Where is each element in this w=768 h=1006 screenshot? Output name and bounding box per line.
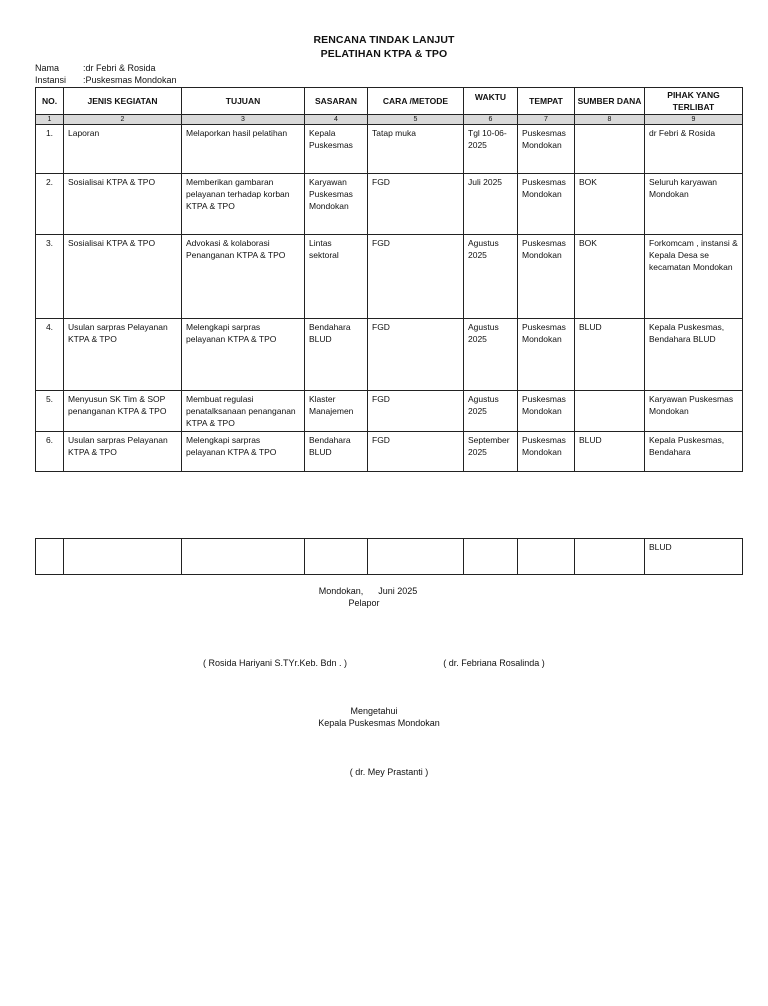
col-number: 3 xyxy=(182,115,305,125)
cell-dana: BOK xyxy=(575,174,645,235)
table-row xyxy=(36,235,743,319)
cell-no: 1. xyxy=(36,125,64,174)
cell-pihak: Kepala Puskesmas, Bendahara BLUD xyxy=(645,319,743,391)
cell-pihak: Karyawan Puskesmas Mondokan xyxy=(645,391,743,432)
signer-left: ( Rosida Hariyani S.TYr.Keb. Bdn . ) xyxy=(202,658,348,668)
table-row xyxy=(36,174,743,235)
nama-value: :dr Febri & Rosida xyxy=(83,63,156,73)
cell-tujuan: Advokasi & kolaborasi Penanganan KTPA & TPO xyxy=(182,235,305,319)
cell-empty xyxy=(36,539,64,575)
col-number: 5 xyxy=(368,115,464,125)
instansi-label: Instansi xyxy=(35,75,67,85)
table-row xyxy=(36,432,743,472)
table-row xyxy=(36,391,743,432)
cell-pihak: BLUD xyxy=(645,539,743,575)
table-row xyxy=(36,539,743,575)
cell-waktu: Tgl 10-06-2025 xyxy=(464,125,518,174)
cell-sasaran: Kepala Puskesmas xyxy=(305,125,368,174)
cell-pihak: Kepala Puskesmas, Bendahara xyxy=(645,432,743,472)
cell-dana: BOK xyxy=(575,235,645,319)
cell-tempat: Puskesmas Mondokan xyxy=(518,391,575,432)
document-title-line1: RENCANA TINDAK LANJUT xyxy=(313,34,455,46)
cell-no: 4. xyxy=(36,319,64,391)
col-number: 1 xyxy=(36,115,64,125)
cell-pihak: Forkomcam , instansi & Kepala Desa se kecamatan Mondokan xyxy=(645,235,743,319)
cell-empty xyxy=(518,539,575,575)
nama-label: Nama xyxy=(35,63,60,73)
cell-jenis: Usulan sarpras Pelayanan KTPA & TPO xyxy=(64,319,182,391)
cell-tujuan: Membuat regulasi penatalksanaan penanganan KTPA & TPO xyxy=(182,391,305,432)
cell-tujuan: Melengkapi sarpras pelayanan KTPA & TPO xyxy=(182,432,305,472)
cell-waktu: Agustus 2025 xyxy=(464,235,518,319)
header-sumber-dana: SUMBER DANA xyxy=(575,88,645,115)
header-no: NO. xyxy=(36,88,64,115)
cell-waktu: Juli 2025 xyxy=(464,174,518,235)
cell-tempat: Puskesmas Mondokan xyxy=(518,432,575,472)
instansi-row xyxy=(35,75,177,85)
cell-dana xyxy=(575,125,645,174)
cell-sasaran: Lintas sektoral xyxy=(305,235,368,319)
header-cara-metode: CARA /METODE xyxy=(368,88,464,115)
cell-empty xyxy=(305,539,368,575)
cell-jenis: Sosialisai KTPA & TPO xyxy=(64,235,182,319)
cell-tempat: Puskesmas Mondokan xyxy=(518,235,575,319)
action-plan-table xyxy=(35,87,743,472)
cell-tempat: Puskesmas Mondokan xyxy=(518,319,575,391)
cell-empty xyxy=(464,539,518,575)
cell-no: 3. xyxy=(36,235,64,319)
cell-tempat: Puskesmas Mondokan xyxy=(518,125,575,174)
cell-cara: FGD xyxy=(368,319,464,391)
cell-cara: FGD xyxy=(368,174,464,235)
col-number: 2 xyxy=(64,115,182,125)
header-sasaran: SASARAN xyxy=(305,88,368,115)
cell-empty xyxy=(64,539,182,575)
cell-dana xyxy=(575,391,645,432)
cell-empty xyxy=(368,539,464,575)
header-tempat: TEMPAT xyxy=(518,88,575,115)
instansi-value: :Puskesmas Mondokan xyxy=(83,75,177,85)
mengetahui-label: Mengetahui xyxy=(350,706,398,716)
header-tujuan: TUJUAN xyxy=(182,88,305,115)
kepala-puskesmas-label: Kepala Puskesmas Mondokan xyxy=(318,718,440,728)
nama-row xyxy=(35,63,156,73)
cell-tujuan: Memberikan gambaran pelayanan terhadap korban KTPA & TPO xyxy=(182,174,305,235)
cell-pihak: dr Febri & Rosida xyxy=(645,125,743,174)
cell-empty xyxy=(575,539,645,575)
cell-jenis: Menyusun SK Tim & SOP penanganan KTPA & TPO xyxy=(64,391,182,432)
cell-sasaran: Bendahara BLUD xyxy=(305,432,368,472)
cell-cara: FGD xyxy=(368,432,464,472)
cell-sasaran: Karyawan Puskesmas Mondokan xyxy=(305,174,368,235)
col-number: 6 xyxy=(464,115,518,125)
table-row xyxy=(36,125,743,174)
cell-tujuan: Melaporkan hasil pelatihan xyxy=(182,125,305,174)
cell-dana: BLUD xyxy=(575,432,645,472)
header-row xyxy=(36,88,743,115)
cell-jenis: Sosialisai KTPA & TPO xyxy=(64,174,182,235)
document-title-line2: PELATIHAN KTPA & TPO xyxy=(320,48,448,60)
cell-pihak: Seluruh karyawan Mondokan xyxy=(645,174,743,235)
header-pihak-terlibat: PIHAK YANG TERLIBAT xyxy=(645,88,743,115)
cell-dana: BLUD xyxy=(575,319,645,391)
col-number: 9 xyxy=(645,115,743,125)
cell-waktu: Agustus 2025 xyxy=(464,319,518,391)
signer-right: ( dr. Febriana Rosalinda ) xyxy=(443,658,545,668)
cell-waktu: September 2025 xyxy=(464,432,518,472)
cell-no: 2. xyxy=(36,174,64,235)
header-jenis-kegiatan: JENIS KEGIATAN xyxy=(64,88,182,115)
cell-cara: FGD xyxy=(368,235,464,319)
continuation-table xyxy=(35,538,743,575)
pelapor-label: Pelapor xyxy=(348,598,380,608)
cell-sasaran: Klaster Manajemen xyxy=(305,391,368,432)
cell-tempat: Puskesmas Mondokan xyxy=(518,174,575,235)
cell-tujuan: Melengkapi sarpras pelayanan KTPA & TPO xyxy=(182,319,305,391)
cell-empty xyxy=(182,539,305,575)
cell-sasaran: Bendahara BLUD xyxy=(305,319,368,391)
cell-cara: Tatap muka xyxy=(368,125,464,174)
col-number: 7 xyxy=(518,115,575,125)
signer-head: ( dr. Mey Prastanti ) xyxy=(349,767,429,777)
cell-jenis: Usulan sarpras Pelayanan KTPA & TPO xyxy=(64,432,182,472)
cell-no: 5. xyxy=(36,391,64,432)
cell-jenis: Laporan xyxy=(64,125,182,174)
cell-waktu: Agustus 2025 xyxy=(464,391,518,432)
column-number-row xyxy=(36,115,743,125)
header-waktu: WAKTU xyxy=(464,88,518,115)
cell-no: 6. xyxy=(36,432,64,472)
col-number: 8 xyxy=(575,115,645,125)
place-date: Mondokan, Juni 2025 xyxy=(318,586,418,596)
cell-cara: FGD xyxy=(368,391,464,432)
col-number: 4 xyxy=(305,115,368,125)
table-row xyxy=(36,319,743,391)
